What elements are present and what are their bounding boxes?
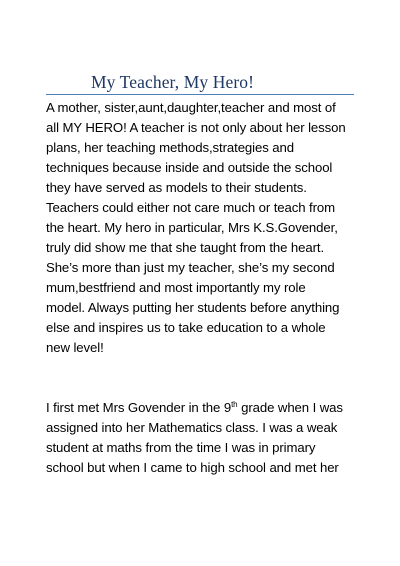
text-line: Teachers could either not care much or teach from bbox=[46, 200, 336, 215]
document-title: My Teacher, My Hero! bbox=[91, 72, 255, 92]
text-run: I first met Mrs Govender in the 9 bbox=[46, 400, 232, 415]
text-line: the heart. My hero in particular, Mrs K.S.Govender, bbox=[46, 220, 338, 235]
text-line: A mother, sister,aunt,daughter,teacher and most of bbox=[46, 100, 336, 115]
text-line: new level! bbox=[46, 340, 104, 355]
text-line: else and inspires us to take education to a whole bbox=[46, 320, 326, 335]
text-line: techniques because inside and outside the school bbox=[46, 160, 333, 175]
ordinal-superscript: th bbox=[231, 400, 238, 409]
paragraph-intro bbox=[46, 98, 366, 358]
text-line: truly did show me that she taught from the heart. bbox=[46, 240, 325, 255]
title-underline bbox=[46, 94, 354, 95]
paragraph-first-meeting bbox=[46, 398, 366, 478]
text-line: She’s more than just my teacher, she’s my second bbox=[46, 260, 335, 275]
text-line bbox=[46, 398, 366, 418]
text-line: school but when I came to high school and met her bbox=[46, 460, 339, 475]
text-line: all MY HERO! A teacher is not only about her lesson bbox=[46, 120, 346, 135]
text-run: grade when I was bbox=[237, 400, 343, 415]
text-line: student at maths from the time I was in primary bbox=[46, 440, 316, 455]
text-line: they have served as models to their students. bbox=[46, 180, 307, 195]
text-line: plans, her teaching methods,strategies and bbox=[46, 140, 294, 155]
text-line: mum,bestfriend and most importantly my role bbox=[46, 280, 306, 295]
text-line: model. Always putting her students before anything bbox=[46, 300, 340, 315]
text-line: assigned into her Mathematics class. I was a weak bbox=[46, 420, 338, 435]
